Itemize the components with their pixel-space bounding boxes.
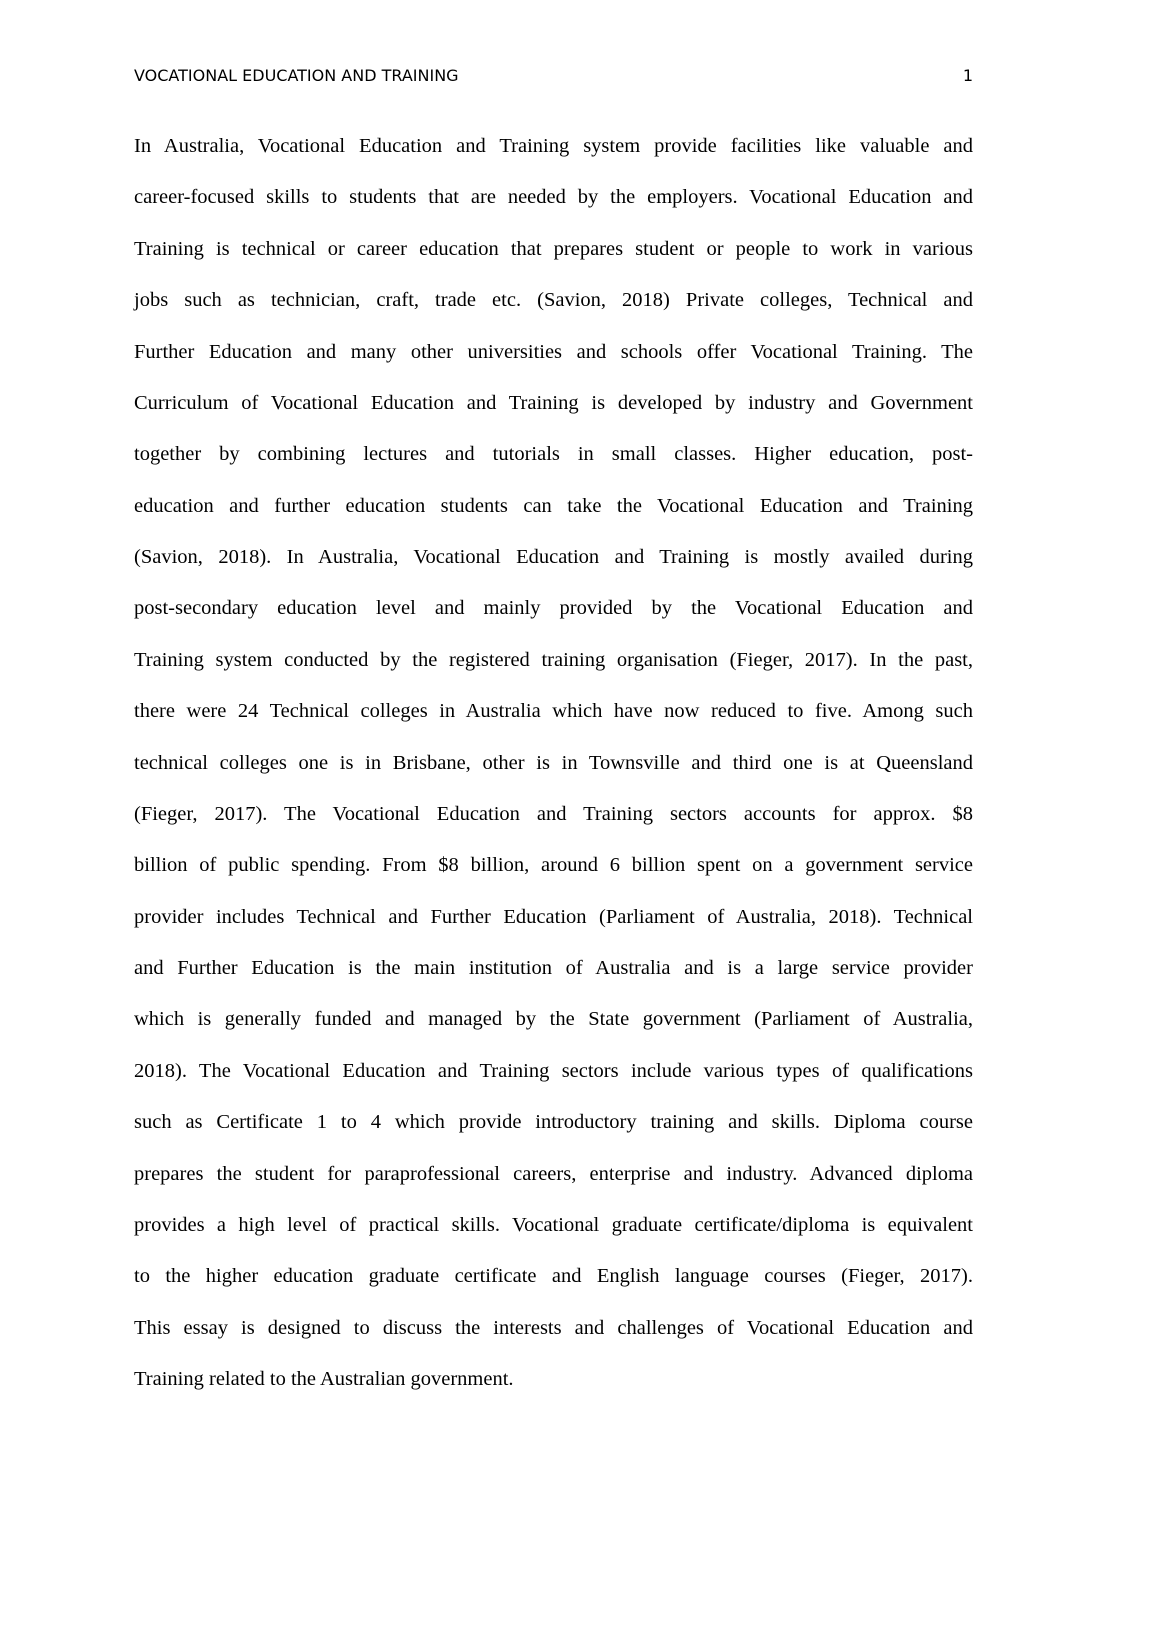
paragraph-line: Further Education and many other universities and schools offer Vocational Training. The: [134, 340, 973, 363]
paragraph-line: billion of public spending. From $8 billion, around 6 billion spent on a government service: [134, 854, 973, 877]
paragraph-line: Curriculum of Vocational Education and Training is developed by industry and Government: [134, 391, 973, 414]
paragraph-line: which is generally funded and managed by the State government (Parliament of Australia,: [134, 1008, 973, 1031]
paragraph-line: technical colleges one is in Brisbane, other is in Townsville and third one is at Queensland: [134, 751, 973, 774]
paragraph-line: (Fieger, 2017). The Vocational Education and Training sectors accounts for approx. $8: [134, 802, 973, 825]
paragraph-line: post-secondary education level and mainly provided by the Vocational Education and: [134, 597, 973, 620]
paragraph-line: and Further Education is the main institution of Australia and is a large service provider: [134, 957, 973, 979]
paragraph-line: career-focused skills to students that are needed by the employers. Vocational Education and: [134, 186, 973, 209]
page-number: 1: [962, 66, 973, 85]
paragraph-line: prepares the student for paraprofessional careers, enterprise and industry. Advanced diploma: [134, 1162, 973, 1185]
paragraph-line: Training system conducted by the registered training organisation (Fieger, 2017). In the past,: [134, 648, 973, 671]
paragraph-line: Training related to the Australian government.: [134, 1368, 514, 1390]
paragraph-line: (Savion, 2018). In Australia, Vocational Education and Training is mostly availed during: [134, 546, 973, 568]
paragraph-line: provider includes Technical and Further Education (Parliament of Australia, 2018). Technical: [134, 905, 973, 928]
paragraph-line: 2018). The Vocational Education and Training sectors include various types of qualifications: [134, 1059, 973, 1082]
paragraph-line: to the higher education graduate certificate and English language courses (Fieger, 2017).: [134, 1265, 973, 1288]
paragraph-line: together by combining lectures and tutorials in small classes. Higher education, post-: [134, 443, 973, 466]
paragraph-line: there were 24 Technical colleges in Australia which have now reduced to five. Among such: [134, 700, 973, 723]
paragraph-line: provides a high level of practical skills. Vocational graduate certificate/diploma is equivalent: [134, 1213, 973, 1236]
paragraph-line: jobs such as technician, craft, trade etc. (Savion, 2018) Private colleges, Technical and: [134, 289, 973, 312]
body-paragraph: [134, 121, 973, 1405]
paragraph-line: Training is technical or career education that prepares student or people to work in various: [134, 237, 973, 260]
paragraph-line: such as Certificate 1 to 4 which provide introductory training and skills. Diploma course: [134, 1111, 973, 1134]
paragraph-line: education and further education students can take the Vocational Education and Training: [134, 494, 973, 517]
paragraph-line: This essay is designed to discuss the interests and challenges of Vocational Education and: [134, 1316, 973, 1339]
header-title: VOCATIONAL EDUCATION AND TRAINING: [134, 66, 459, 85]
running-header: [134, 66, 973, 90]
paragraph-line: In Australia, Vocational Education and Training system provide facilities like valuable and: [134, 135, 973, 157]
